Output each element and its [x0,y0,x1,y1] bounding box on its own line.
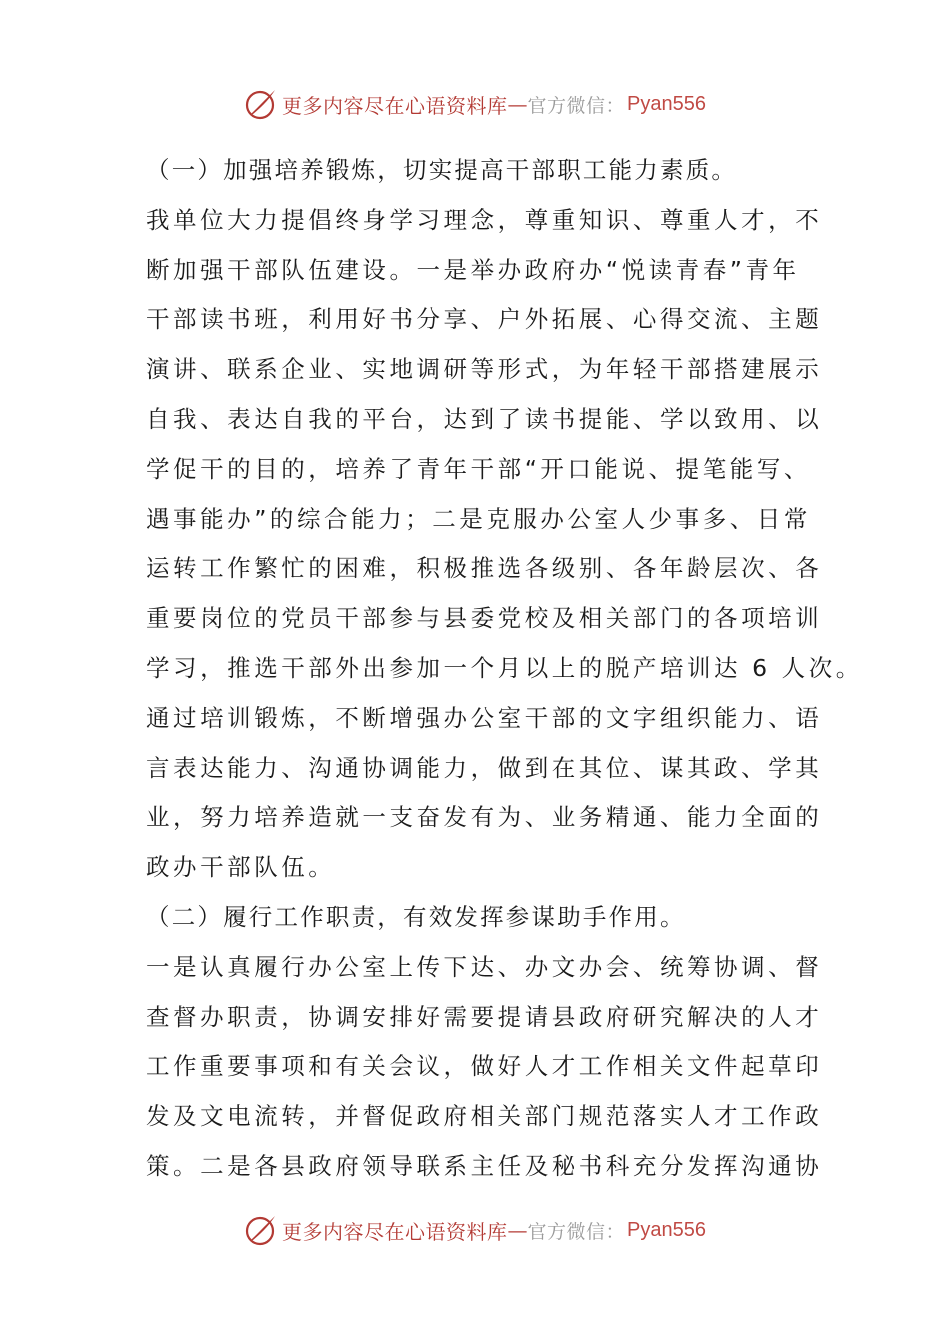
paragraph-line: 我单位大力提倡终身学习理念，尊重知识、尊重人才，不 [146,205,823,234]
watermark-main-text: 更多内容尽在心语资料库 [282,1219,508,1244]
footer-watermark-banner [0,1208,950,1252]
paragraph-line: 学习，推选干部外出参加一个月以上的脱产培训达 6 人次。 [146,653,863,682]
paragraph-line: 一是认真履行办公室上传下达、办文办会、统筹协调、督 [146,952,823,981]
paragraph-line: 遇事能办”的综合能力；二是克服办公室人少事多、日常 [146,504,811,533]
paragraph-line: 演讲、联系企业、实地调研等形式，为年轻干部搭建展示 [146,355,823,384]
paragraph-line: 学促干的目的，培养了青年干部“开口能说、提笔能写、 [146,454,811,483]
paragraph-line: 干部读书班，利用好书分享、户外拓展、心得交流、主题 [146,305,823,334]
paragraph-line: 策。二是各县政府领导联系主任及秘书科充分发挥沟通协 [146,1151,823,1180]
watermark-dash: — [507,1218,528,1242]
watermark-wechat-label: 官方微信： [527,1220,626,1243]
paragraph-line: 运转工作繁忙的困难，积极推选各级别、各年龄层次、各 [146,554,823,583]
paragraph-line: 通过培训锻炼，不断增强办公室干部的文字组织能力、语 [146,703,823,732]
paragraph-line: 发及文电流转，并督促政府相关部门规范落实人才工作政 [146,1102,823,1131]
paragraph-line: 自我、表达自我的平台，达到了读书提能、学以致用、以 [146,404,823,433]
header-watermark-banner [0,82,950,126]
paragraph-line: 业，努力培养造就一支奋发有为、业务精通、能力全面的 [146,803,823,832]
paragraph-line: 工作重要事项和有关会议，做好人才工作相关文件起草印 [146,1052,823,1081]
watermark-wechat-label: 官方微信： [527,94,626,117]
section-heading-1: （一）加强培养锻炼，切实提高干部职工能力素质。 [146,156,738,184]
quill-logo-icon [244,1213,278,1247]
watermark-dash: — [507,92,528,116]
paragraph-line: 政办干部队伍。 [146,853,336,882]
paragraph-line: 断加强干部队伍建设。一是举办政府办“悦读青春”青年 [146,255,800,284]
paragraph-line: 查督办职责，协调安排好需要提请县政府研究解决的人才 [146,1002,823,1031]
section-heading-2: （二）履行工作职责，有效发挥参谋助手作用。 [146,902,686,931]
quill-logo-icon [244,87,278,121]
document-body [146,146,863,1192]
watermark-wechat-id: Pyan556 [627,92,706,115]
paragraph-line: 言表达能力、沟通协调能力，做到在其位、谋其政、学其 [146,753,823,782]
watermark-wechat-id: Pyan556 [627,1218,706,1241]
watermark-main-text: 更多内容尽在心语资料库 [282,93,508,118]
paragraph-line: 重要岗位的党员干部参与县委党校及相关部门的各项培训 [146,604,823,633]
